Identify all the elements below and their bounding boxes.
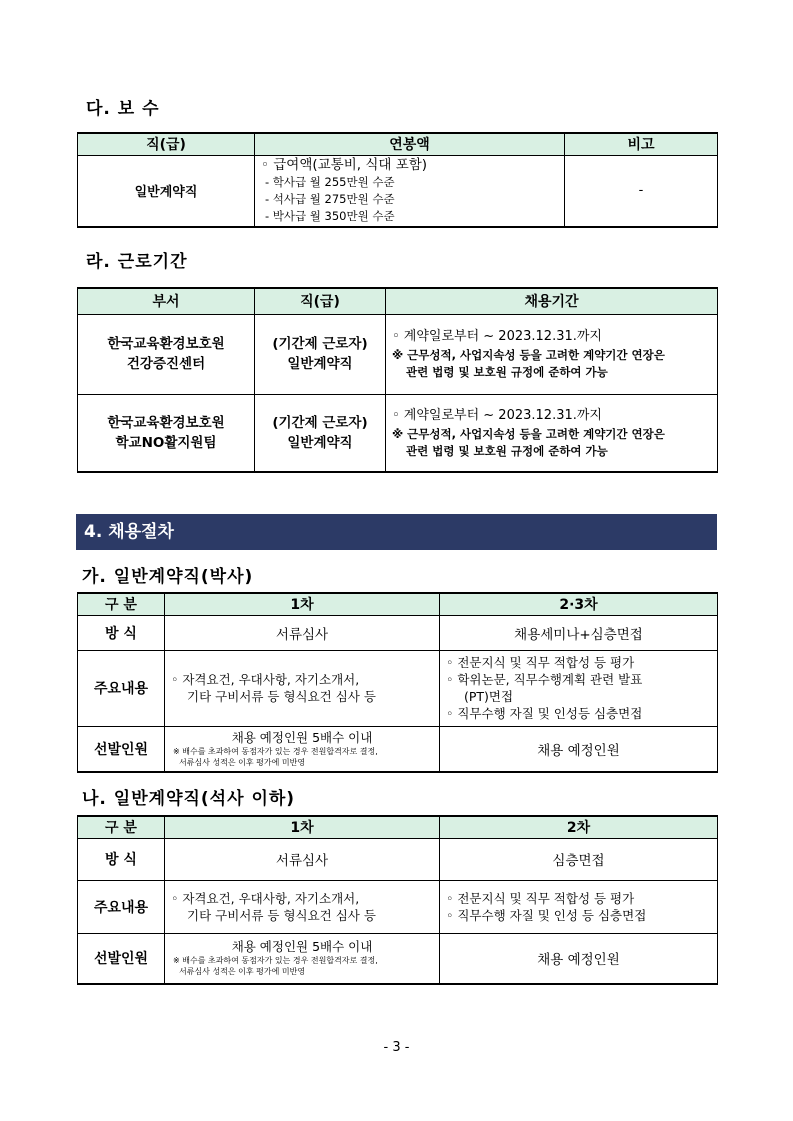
pay-header-remark: 비고 (565, 133, 718, 155)
phd-header-stage2: 2·3차 (440, 593, 718, 615)
masters-content-2 (440, 880, 718, 933)
select-note: 서류심사 성적은 이후 평가에 미반영 (179, 757, 306, 767)
period-header-dept: 부서 (78, 288, 255, 314)
period-table (77, 287, 718, 473)
dept-line: 한국교육환경보호원 (107, 336, 225, 352)
phd-header-stage1: 1차 (165, 593, 440, 615)
pay-header-salary: 연봉액 (255, 133, 565, 155)
dept-line: 한국교육환경보호원 (107, 414, 225, 431)
phd-content-2 (440, 650, 718, 726)
period-term (386, 394, 718, 472)
masters-method-label: 방 식 (78, 838, 165, 880)
masters-header-stage1: 1차 (165, 816, 440, 838)
dept-line: 건강증진센터 (126, 356, 206, 372)
page-number: - 3 - (383, 1040, 410, 1055)
content-line: ◦ 전문지식 및 직무 적합성 등 평가 (446, 655, 635, 670)
pay-salary-line: - 석사급 월 275만원 수준 (265, 192, 395, 207)
phd-heading: 가. 일반계약직(박사) (82, 567, 254, 587)
select-note: ※ 배수를 초과하여 동점자가 있는 경우 전원합격자로 결정, (173, 956, 378, 966)
period-grade (255, 314, 386, 394)
content-line: ◦ 직무수행 자질 및 인성등 심층면접 (446, 706, 643, 721)
term-note: 관련 법령 및 보호원 규정에 준하여 가능 (406, 443, 608, 458)
phd-select-2: 채용 예정인원 (440, 726, 718, 772)
phd-select-1-cell (165, 726, 440, 772)
pay-position: 일반계약직 (78, 155, 255, 227)
content-line: ◦ 전문지식 및 직무 적합성 등 평가 (446, 890, 635, 906)
content-line: 기타 구비서류 등 형식요건 심사 등 (187, 689, 376, 704)
masters-content-1 (165, 880, 440, 933)
period-header-term: 채용기간 (386, 288, 718, 314)
content-line: (PT)면접 (464, 689, 514, 704)
period-heading: 라. 근로기간 (86, 252, 188, 272)
phd-header-category: 구 분 (78, 593, 165, 615)
phd-select-label: 선발인원 (78, 726, 165, 772)
masters-select-2: 채용 예정인원 (440, 933, 718, 984)
masters-method-2: 심층면접 (440, 838, 718, 880)
phd-method-1: 서류심사 (165, 615, 440, 650)
content-line: ◦ 자격요건, 우대사항, 자기소개서, (171, 890, 360, 906)
phd-method-2: 채용세미나+심층면접 (440, 615, 718, 650)
grade-line: 일반계약직 (287, 434, 353, 451)
select-note: ※ 배수를 초과하여 동점자가 있는 경우 전원합격자로 결정, (173, 746, 378, 756)
phd-method-label: 방 식 (78, 615, 165, 650)
pay-remark: - (565, 155, 718, 227)
term-line: ◦ 계약일로부터 ~ 2023.12.31.까지 (392, 407, 602, 423)
pay-heading: 다. 보 수 (86, 99, 160, 119)
grade-line: 일반계약직 (287, 356, 353, 372)
masters-select-1-cell (165, 933, 440, 984)
phd-table (77, 592, 718, 773)
dept-line: 학교NO활지원팀 (115, 434, 217, 451)
masters-header-category: 구 분 (78, 816, 165, 838)
content-line: ◦ 직무수행 자질 및 인성 등 심층면접 (446, 907, 647, 923)
period-grade (255, 394, 386, 472)
period-dept (78, 314, 255, 394)
section-banner: 4. 채용절차 (76, 514, 717, 550)
phd-content-1 (165, 650, 440, 726)
content-line: ◦ 자격요건, 우대사항, 자기소개서, (171, 672, 360, 687)
content-line: 기타 구비서류 등 형식요건 심사 등 (187, 907, 376, 923)
pay-salary-cell (255, 155, 565, 227)
select-count: 채용 예정인원 5배수 이내 (231, 939, 373, 955)
masters-header-stage2: 2차 (440, 816, 718, 838)
period-dept (78, 394, 255, 472)
masters-select-label: 선발인원 (78, 933, 165, 984)
pay-salary-line: - 박사급 월 350만원 수준 (265, 209, 395, 224)
masters-content-label: 주요내용 (78, 880, 165, 933)
masters-table (77, 815, 718, 985)
term-note: ※ 근무성적, 사업지속성 등을 고려한 계약기간 연장은 (392, 426, 665, 441)
grade-line: (기간제 근로자) (272, 414, 368, 431)
content-line: ◦ 학위논문, 직무수행계획 관련 발표 (446, 672, 643, 687)
masters-method-1: 서류심사 (165, 838, 440, 880)
select-note: 서류심사 성적은 이후 평가에 미반영 (179, 967, 306, 977)
term-note: 관련 법령 및 보호원 규정에 준하여 가능 (406, 365, 608, 379)
phd-content-label: 주요내용 (78, 650, 165, 726)
period-header-grade: 직(급) (255, 288, 386, 314)
period-term (386, 314, 718, 394)
grade-line: (기간제 근로자) (272, 336, 368, 352)
term-note: ※ 근무성적, 사업지속성 등을 고려한 계약기간 연장은 (392, 348, 665, 362)
term-line: ◦ 계약일로부터 ~ 2023.12.31.까지 (392, 329, 602, 344)
masters-heading: 나. 일반계약직(석사 이하) (82, 789, 296, 809)
pay-salary-line: - 학사급 월 255만원 수준 (265, 175, 395, 190)
select-count: 채용 예정인원 5배수 이내 (231, 729, 373, 745)
pay-table (77, 132, 718, 228)
pay-header-grade: 직(급) (78, 133, 255, 155)
pay-salary-title: ◦ 급여액(교통비, 식대 포함) (261, 157, 428, 174)
